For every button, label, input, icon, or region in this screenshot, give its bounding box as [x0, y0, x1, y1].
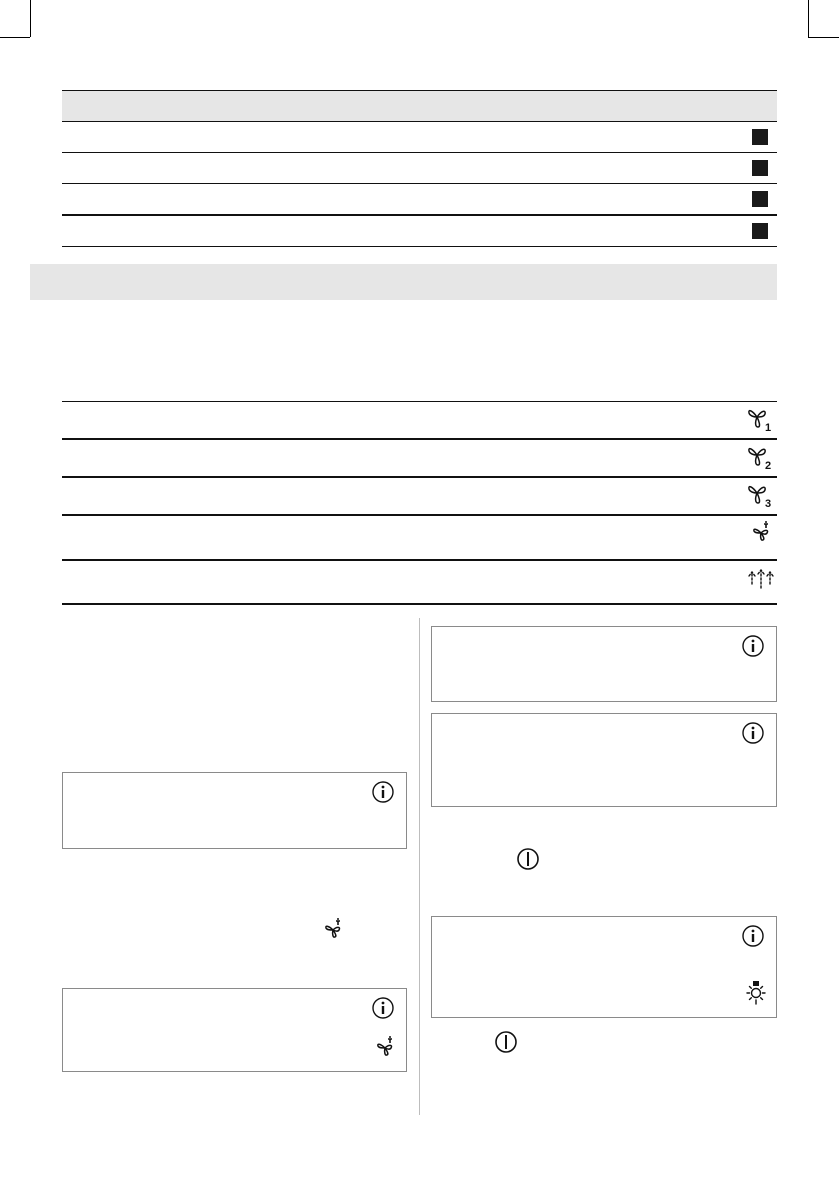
column-divider: [419, 618, 420, 1115]
table-1-row-divider: [62, 152, 777, 153]
light-icon: [744, 980, 768, 1011]
filled-square-marker: [752, 223, 768, 239]
power-icon: [494, 1030, 518, 1054]
table-2-row-divider: [62, 559, 777, 561]
info-note: [62, 772, 407, 849]
table-2-row-divider: [62, 514, 777, 516]
crop-mark-top-left-v: [30, 0, 31, 37]
info-icon: [371, 996, 395, 1025]
fan-speed-digit: 1: [765, 422, 772, 432]
fan-speed-digit: 2: [765, 460, 772, 470]
info-icon: [371, 780, 395, 809]
section-band: [30, 264, 777, 300]
table-2-row-divider: [62, 603, 777, 605]
fan-speed-3-icon: [746, 482, 774, 508]
table-2-row-divider: [62, 401, 777, 402]
info-note: [431, 626, 777, 702]
info-icon: [741, 721, 765, 750]
info-note: [431, 916, 777, 1018]
power-icon: [516, 847, 540, 871]
fan-boost-icon: [322, 918, 346, 942]
fan-speed-2-icon: [746, 444, 774, 470]
info-note: [431, 713, 777, 807]
crop-mark-top-right-v: [808, 0, 809, 37]
table-1-header: [62, 90, 777, 122]
crop-mark-top-left-h: [0, 37, 30, 38]
filled-square-marker: [752, 191, 768, 207]
table-2-row-divider: [62, 476, 777, 478]
fan-speed-1-icon: [746, 406, 774, 432]
table-1-row-divider: [62, 246, 777, 247]
fan-speed-digit: 3: [765, 498, 772, 508]
breeze-icon: [746, 564, 776, 590]
table-1-row-divider: [62, 214, 777, 216]
info-icon: [741, 634, 765, 663]
fan-boost-icon: [750, 521, 774, 545]
info-icon: [741, 924, 765, 953]
info-note: [62, 988, 407, 1072]
filled-square-marker: [752, 129, 768, 145]
filled-square-marker: [752, 160, 768, 176]
table-2-row-divider: [62, 438, 777, 440]
fan-boost-icon: [374, 1036, 398, 1065]
crop-mark-top-right-h: [808, 37, 839, 38]
table-1-row-divider: [62, 183, 777, 184]
